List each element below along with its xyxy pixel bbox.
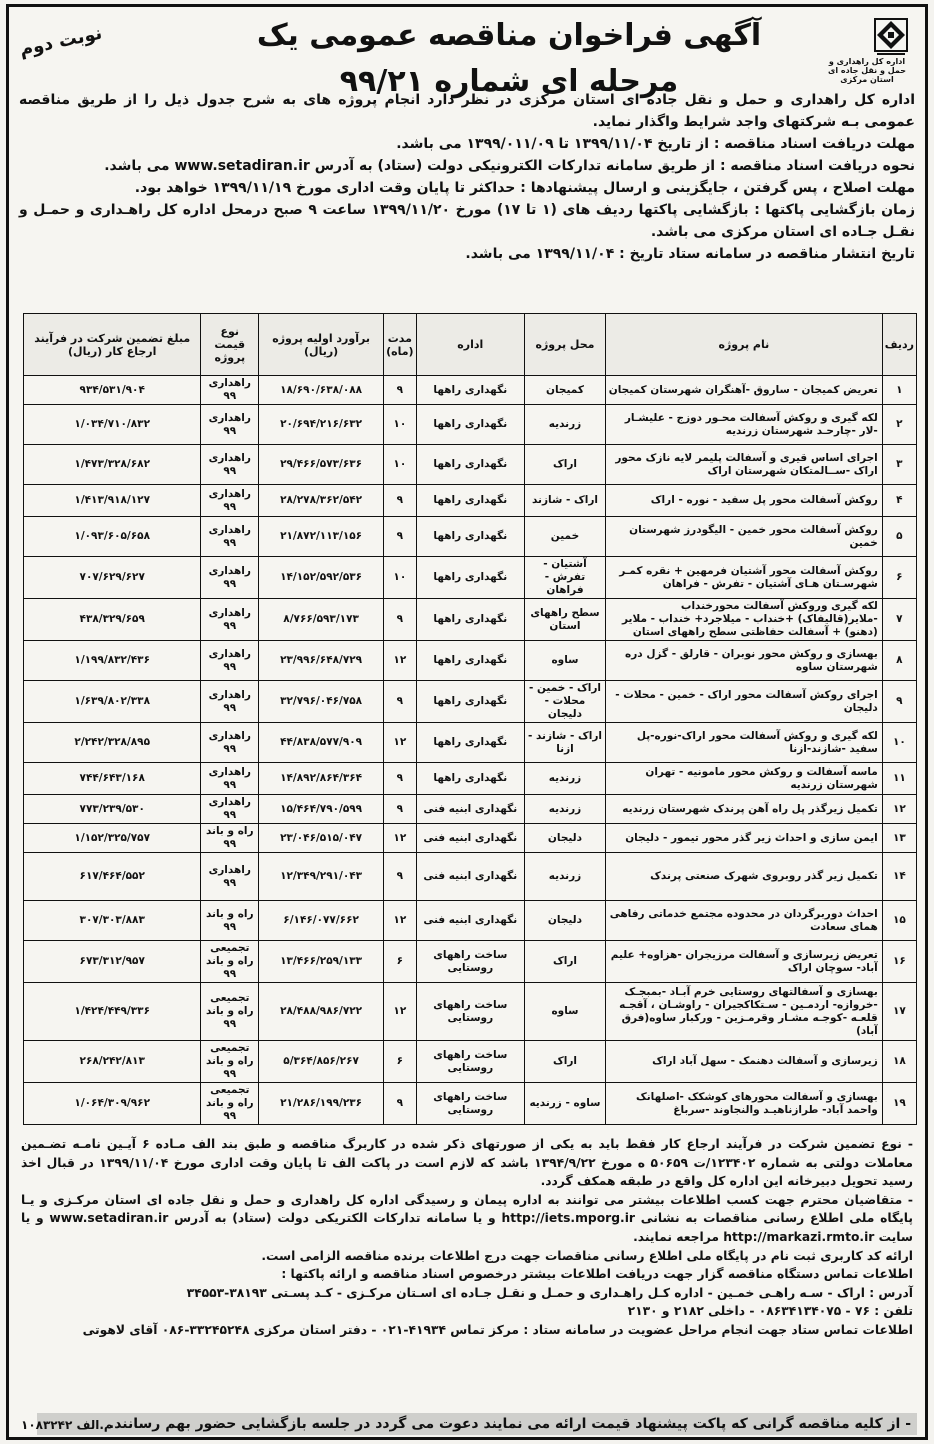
price-type-cell: راهداری ۹۹	[201, 641, 259, 681]
table-row	[24, 599, 917, 641]
table-row	[24, 763, 917, 795]
office-cell: نگهداری راهها	[416, 517, 524, 557]
project-name-cell: اجرای روکش آسفالت محور اراک - خمین - محلات - دلیجان	[605, 681, 882, 723]
estimate-cell: ۴۴/۸۳۸/۵۷۷/۹۰۹	[259, 723, 384, 763]
table-row	[24, 723, 917, 763]
estimate-cell: ۱۵/۴۶۴/۷۹۰/۵۹۹	[259, 795, 384, 824]
intro-paragraph: مهلت اصلاح ، پس گرفتن ، جایگزینی و ارسال پیشنهادها : حداکثر تا پایان وقت اداری مورخ ۱۳۹۹/۱۱/۱۹ خواهد بود.	[134, 180, 915, 196]
row-number-cell: ۱۷	[882, 983, 916, 1041]
estimate-cell: ۲۰/۶۹۴/۲۱۶/۶۳۲	[259, 405, 384, 445]
duration-cell: ۹	[384, 485, 417, 517]
estimate-cell: ۶/۱۴۶/۰۷۷/۶۶۲	[259, 901, 384, 941]
office-cell: ساخت راههای روستایی	[416, 1041, 524, 1083]
header-office: اداره	[416, 314, 524, 376]
project-name-cell: لکه گیری وروکش آسفالت محورخنداب -ملایر(قالیفاک) +خنداب - میلاجرد+ خنداب - ملایر (دهنو) + آسفالت حفاظتی سطح راههای استان	[605, 599, 882, 641]
location-cell: اراک	[525, 445, 606, 485]
guarantee-cell: ۳۰۷/۳۰۳/۸۸۳	[24, 901, 201, 941]
guarantee-cell: ۲۶۸/۲۴۲/۸۱۳	[24, 1041, 201, 1083]
header-estimate: برآورد اولیه پروژه (ریال)	[259, 314, 384, 376]
duration-cell: ۶	[384, 1041, 417, 1083]
header-price-type: نوع قیمت پروژه	[201, 314, 259, 376]
project-name-cell: روکش آسفالت محور پل سفید - نوره - اراک	[605, 485, 882, 517]
guarantee-cell: ۱/۰۶۴/۳۰۹/۹۶۲	[24, 1083, 201, 1125]
price-type-cell: تجمیعی راه و باند ۹۹	[201, 941, 259, 983]
duration-cell: ۹	[384, 376, 417, 405]
row-number-cell: ۱۸	[882, 1041, 916, 1083]
row-number-cell: ۱۴	[882, 853, 916, 901]
guarantee-cell: ۱/۰۹۳/۶۰۵/۶۵۸	[24, 517, 201, 557]
project-name-cell: تکمیل زیرگذر پل راه آهن پرندک شهرستان زرندیه	[605, 795, 882, 824]
row-number-cell: ۷	[882, 599, 916, 641]
table-header-row	[24, 314, 917, 376]
guarantee-cell: ۴۳۸/۳۲۹/۶۵۹	[24, 599, 201, 641]
duration-cell: ۹	[384, 681, 417, 723]
table-row	[24, 795, 917, 824]
location-cell: زرندیه	[525, 853, 606, 901]
guarantee-cell: ۷۴۴/۶۴۳/۱۶۸	[24, 763, 201, 795]
estimate-cell: ۱۳/۴۶۶/۲۵۹/۱۳۳	[259, 941, 384, 983]
estimate-cell: ۵/۳۶۴/۸۵۶/۲۶۷	[259, 1041, 384, 1083]
duration-cell: ۶	[384, 941, 417, 983]
office-cell: نگهداری راهها	[416, 557, 524, 599]
projects-table	[23, 313, 917, 1125]
price-type-cell: راهداری ۹۹	[201, 517, 259, 557]
duration-cell: ۹	[384, 599, 417, 641]
header-location: محل پروژه	[525, 314, 606, 376]
guarantee-cell: ۹۳۴/۵۳۱/۹۰۴	[24, 376, 201, 405]
estimate-cell: ۲۹/۴۶۶/۵۷۳/۶۳۶	[259, 445, 384, 485]
guarantee-cell: ۱/۴۱۳/۹۱۸/۱۲۷	[24, 485, 201, 517]
invitation-banner: - از کلیه مناقصه گرانی که پاکت پیشنهاد قیمت ارائه می نمایند دعوت می گردد در جلسه بازگشایی حضور بهم رسانند.	[37, 1413, 917, 1435]
duration-cell: ۱۲	[384, 723, 417, 763]
location-cell: اراک - شازند	[525, 485, 606, 517]
price-type-cell: راهداری ۹۹	[201, 723, 259, 763]
price-type-cell: راه و باند ۹۹	[201, 901, 259, 941]
row-number-cell: ۴	[882, 485, 916, 517]
office-cell: ساخت راههای روستایی	[416, 1083, 524, 1125]
project-name-cell: لکه گیری و روکش آسفالت محـور دوزج - علیشـار -لار -چارحـد شهرستان زرندیه	[605, 405, 882, 445]
duration-cell: ۹	[384, 1083, 417, 1125]
note-paragraph: تلفن : ۷۶ - ۰۸۶۳۴۱۳۴۰۷۵ - داخلی ۲۱۸۲ و ۲۱۳۰	[627, 1304, 913, 1319]
office-cell: نگهداری راهها	[416, 681, 524, 723]
estimate-cell: ۱۲/۳۴۹/۲۹۱/۰۴۳	[259, 853, 384, 901]
estimate-cell: ۸/۷۶۶/۵۹۳/۱۷۳	[259, 599, 384, 641]
office-cell: نگهداری راهها	[416, 376, 524, 405]
duration-cell: ۱۲	[384, 641, 417, 681]
estimate-cell: ۲۱/۸۷۲/۱۱۳/۱۵۶	[259, 517, 384, 557]
office-cell: نگهداری راهها	[416, 763, 524, 795]
table-row	[24, 517, 917, 557]
note-paragraph: اطلاعات تماس ستاد جهت انجام مراحل عضویت در سامانه ستاد : مرکز تماس ۴۱۹۳۴-۰۲۱ - دفتر استان مرکزی ۳۳۲۴۵۲۴۸-۰۸۶ آقای لاهوتی	[82, 1322, 913, 1337]
price-type-cell: راهداری ۹۹	[201, 376, 259, 405]
office-cell: نگهداری راهها	[416, 405, 524, 445]
table-row	[24, 1041, 917, 1083]
table-row	[24, 557, 917, 599]
estimate-cell: ۱۴/۱۵۲/۵۹۲/۵۳۶	[259, 557, 384, 599]
note-paragraph: آدرس : اراک - سـه راهـی خمـین - اداره کـل راهـداری و حمـل و نقـل جـاده ای اسـتان مرکـزی - کـد پسـتی ۳۸۱۹۳-۳۴۵۵۳	[186, 1285, 913, 1300]
tender-notice-page	[6, 4, 928, 1440]
table-row	[24, 681, 917, 723]
row-number-cell: ۱	[882, 376, 916, 405]
price-type-cell: راهداری ۹۹	[201, 795, 259, 824]
estimate-cell: ۲۸/۲۷۸/۳۶۲/۵۴۲	[259, 485, 384, 517]
price-type-cell: راهداری ۹۹	[201, 405, 259, 445]
table-row	[24, 445, 917, 485]
table-row	[24, 853, 917, 901]
duration-cell: ۹	[384, 517, 417, 557]
table-row	[24, 405, 917, 445]
project-name-cell: روکش آسفالت محور خمین - الیگودرز شهرستان خمین	[605, 517, 882, 557]
project-name-cell: بهسازی و آسفالت محورهای کوشکک -اصلهانک واحمد آباد- طرازناهیـد والنجاوند -سرباغ	[605, 1083, 882, 1125]
table-row	[24, 941, 917, 983]
location-cell: زرندیه	[525, 405, 606, 445]
location-cell: زرندیه	[525, 763, 606, 795]
location-cell: سطح راههای استان	[525, 599, 606, 641]
note-paragraph: - نوع تضمین شرکت در فرآیند ارجاع کار فقط باید به یکی از صورتهای ذکر شده در کاربرگ مناقصه و طبق بند الف مـاده ۶ آیـین نامـه تضـمین معاملات دولتی به شماره ۱۲۳۴۰۲/ت ۵۰۶۵۹ ه مورخ ۱۳۹۴/۹/۲۲ باشد که لازم است در پاکت الف تا پایان وقت اداری مورخ ۱۳۹۹/۱۱/۰۴ در قبال اخذ رسید تحویل دبیرخانه این اداره کل واقع در طبقه همکف گردد.	[21, 1137, 913, 1189]
office-cell: نگهداری ابنیه فنی	[416, 795, 524, 824]
project-name-cell: روکش آسفالت محور آشتیان فرمهین + نقره کمـر شهرسـتان هـای آشتیان - تفرش - فراهان	[605, 557, 882, 599]
intro-paragraph: نحوه دریافت اسناد مناقصه : از طریق سامانه تدارکات الکترونیکی دولت (ستاد) به آدرس www.setadiran.ir می باشد.	[104, 158, 915, 174]
table-row	[24, 376, 917, 405]
row-number-cell: ۱۰	[882, 723, 916, 763]
estimate-cell: ۳۲/۷۹۶/۰۴۶/۷۵۸	[259, 681, 384, 723]
duration-cell: ۱۰	[384, 445, 417, 485]
row-number-cell: ۵	[882, 517, 916, 557]
guarantee-cell: ۱/۴۲۴/۴۴۹/۳۳۶	[24, 983, 201, 1041]
project-name-cell: اجرای اساس قیری و آسفالت پلیمر لایه نازک محور اراک -ســالمتکان شهرستان اراک	[605, 445, 882, 485]
table-row	[24, 824, 917, 853]
price-type-cell: تجمیعی راه و باند ۹۹	[201, 983, 259, 1041]
location-cell: خمین	[525, 517, 606, 557]
location-cell: ساوه	[525, 641, 606, 681]
office-cell: نگهداری ابنیه فنی	[416, 853, 524, 901]
row-number-cell: ۱۱	[882, 763, 916, 795]
duration-cell: ۹	[384, 763, 417, 795]
location-cell: اراک - شازند - ازنا	[525, 723, 606, 763]
project-name-cell: ماسه آسفالت و روکش محور مامونیه - تهران شهرستان زرندیه	[605, 763, 882, 795]
header-row-number: ردیف	[882, 314, 916, 376]
office-cell: ساخت راههای روستایی	[416, 941, 524, 983]
office-cell: ساخت راههای روستایی	[416, 983, 524, 1041]
office-cell: نگهداری راهها	[416, 445, 524, 485]
price-type-cell: راهداری ۹۹	[201, 763, 259, 795]
intro-paragraph: تاریخ انتشار مناقصه در سامانه ستاد تاریخ : ۱۳۹۹/۱۱/۰۴ می باشد.	[465, 246, 915, 262]
project-name-cell: بهسازی و آسفالتهای روستایی خرم آبـاد -بمبجـک -خروازه- اردمـین - سـتکاکجیران - راوشـان ، آقجـه قلعـه -کوجـه مشـار وقرمـزین - ورکبار ساوه(فرق آباد)	[605, 983, 882, 1041]
price-type-cell: تجمیعی راه و باند ۹۹	[201, 1041, 259, 1083]
location-cell: اراک - خمین - محلات - دلیجان	[525, 681, 606, 723]
location-cell: کمیجان	[525, 376, 606, 405]
table-row	[24, 901, 917, 941]
price-type-cell: راهداری ۹۹	[201, 557, 259, 599]
office-cell: نگهداری راهها	[416, 641, 524, 681]
price-type-cell: راه و باند ۹۹	[201, 824, 259, 853]
estimate-cell: ۲۸/۴۸۸/۹۸۶/۷۲۲	[259, 983, 384, 1041]
intro-paragraph: اداره کل راهداری و حمل و نقل جاده ای استان مرکزی در نظر دارد انجام پروژه های به شرح جدول ذیل را از طریق مناقصه عمومی بـه شرکتهای واجد شرایط واگذار نماید.	[19, 92, 915, 130]
guarantee-cell: ۷۷۳/۲۳۹/۵۳۰	[24, 795, 201, 824]
project-name-cell: بهسازی و روکش محور نوبران - قارلق - گزل دره شهرستان ساوه	[605, 641, 882, 681]
office-cell: نگهداری راهها	[416, 599, 524, 641]
table-row	[24, 641, 917, 681]
duration-cell: ۱۲	[384, 983, 417, 1041]
price-type-cell: راهداری ۹۹	[201, 485, 259, 517]
project-name-cell: زیرسازی و آسفالت دهنمک - سهل آباد اراک	[605, 1041, 882, 1083]
notice-title: آگهی فراخوان مناقصه عمومی یک مرحله ای شماره ۹۹/۲۱	[256, 18, 762, 99]
estimate-cell: ۲۱/۲۸۶/۱۹۹/۲۳۶	[259, 1083, 384, 1125]
guarantee-cell: ۷۰۷/۶۲۹/۶۲۷	[24, 557, 201, 599]
note-paragraph: ارائه کد کاربری ثبت نام در پایگاه ملی اطلاع رسانی مناقصات جهت درج اطلاعات برنده مناقصه الزامی است.	[261, 1248, 913, 1263]
location-cell: اراک	[525, 1041, 606, 1083]
notice-notes	[21, 1135, 913, 1340]
price-type-cell: راهداری ۹۹	[201, 853, 259, 901]
notice-intro	[19, 89, 915, 265]
location-cell: ساوه	[525, 983, 606, 1041]
rmto-emblem-icon	[873, 17, 909, 57]
guarantee-cell: ۱/۰۳۴/۷۱۰/۸۳۲	[24, 405, 201, 445]
location-cell: ساوه - زرندیه	[525, 1083, 606, 1125]
row-number-cell: ۳	[882, 445, 916, 485]
duration-cell: ۱۰	[384, 405, 417, 445]
office-cell: نگهداری راهها	[416, 723, 524, 763]
office-cell: نگهداری ابنیه فنی	[416, 824, 524, 853]
row-number-cell: ۱۹	[882, 1083, 916, 1125]
publication-round-label: نوبت دوم	[17, 22, 104, 61]
price-type-cell: راهداری ۹۹	[201, 445, 259, 485]
header-project-name: نام پروژه	[605, 314, 882, 376]
project-name-cell: تعریض کمیجان - ساروق -آهنگران شهرستان کمیجان	[605, 376, 882, 405]
table-row	[24, 1083, 917, 1125]
note-paragraph: اطلاعات تماس دستگاه مناقصه گزار جهت دریافت اطلاعات بیشتر درخصوص اسناد مناقصه و ارائه پاکتها :	[281, 1267, 913, 1282]
duration-cell: ۱۲	[384, 901, 417, 941]
row-number-cell: ۸	[882, 641, 916, 681]
note-paragraph: - متقاضیان محترم جهت کسب اطلاعات بیشتر می توانند به اداره پیمان و رسیدگی اداره کل راهداری و حمل و نقل جاده ای استان مرکـزی و یـا پایگاه ملی اطلاع رسانی مناقصات به نشانی http://iets.mporg.ir و یا سامانه تدارکات الکتریکی دولت (ستاد) به آدرس www.setadiran.ir و یا سایت http://markazi.rmto.ir مراجعه نمایند.	[21, 1192, 913, 1244]
estimate-cell: ۱۴/۸۹۲/۸۶۴/۳۶۴	[259, 763, 384, 795]
project-name-cell: احداث دوربرگردان در محدوده مجتمع خدماتی رفاهی همای سعادت	[605, 901, 882, 941]
table-row	[24, 485, 917, 517]
price-type-cell: تجمیعی راه و باند ۹۹	[201, 1083, 259, 1125]
row-number-cell: ۶	[882, 557, 916, 599]
organization-logo	[819, 15, 915, 84]
location-cell: دلیجان	[525, 824, 606, 853]
location-cell: دلیجان	[525, 901, 606, 941]
duration-cell: ۹	[384, 795, 417, 824]
office-cell: نگهداری ابنیه فنی	[416, 901, 524, 941]
row-number-cell: ۱۵	[882, 901, 916, 941]
price-type-cell: راهداری ۹۹	[201, 681, 259, 723]
duration-cell: ۱۲	[384, 824, 417, 853]
guarantee-cell: ۲/۲۴۲/۳۲۸/۸۹۵	[24, 723, 201, 763]
project-name-cell: تکمیل زیر گذر روبروی شهرک صنعتی پرندک	[605, 853, 882, 901]
estimate-cell: ۲۳/۹۹۶/۶۴۸/۷۲۹	[259, 641, 384, 681]
price-type-cell: راهداری ۹۹	[201, 599, 259, 641]
duration-cell: ۱۰	[384, 557, 417, 599]
header-duration: مدت (ماه)	[384, 314, 417, 376]
row-number-cell: ۹	[882, 681, 916, 723]
project-name-cell: لکه گیری و روکش آسفالت محور اراک-نوره-پل سفید -شازند-ازنا	[605, 723, 882, 763]
location-cell: زرندیه	[525, 795, 606, 824]
office-cell: نگهداری راهها	[416, 485, 524, 517]
intro-paragraph: مهلت دریافت اسناد مناقصه : از تاریخ ۱۳۹۹/۱۱/۰۴ تا ۱۳۹۹/۰۱۱/۰۹ می باشد.	[396, 136, 915, 152]
guarantee-cell: ۱/۴۷۳/۳۲۸/۶۸۲	[24, 445, 201, 485]
guarantee-cell: ۶۷۳/۳۱۲/۹۵۷	[24, 941, 201, 983]
guarantee-cell: ۱/۶۳۹/۸۰۲/۳۳۸	[24, 681, 201, 723]
estimate-cell: ۲۳/۰۴۶/۵۱۵/۰۴۷	[259, 824, 384, 853]
project-name-cell: ایمن سازی و احداث زیر گذر محور تیمور - دلیجان	[605, 824, 882, 853]
guarantee-cell: ۱/۱۹۹/۸۳۲/۴۳۶	[24, 641, 201, 681]
header-guarantee: مبلغ تضمین شرکت در فرآیند ارجاع کار (ریال)	[24, 314, 201, 376]
duration-cell: ۹	[384, 853, 417, 901]
notice-header	[15, 11, 919, 99]
location-cell: آشتیان - تفرش - فراهان	[525, 557, 606, 599]
row-number-cell: ۱۳	[882, 824, 916, 853]
project-name-cell: تعریض زیرسازی و آسفالت مرزیجران -هزاوه+ علیم آباد- سوچان اراک	[605, 941, 882, 983]
guarantee-cell: ۱/۱۵۲/۳۲۵/۷۵۷	[24, 824, 201, 853]
table-row	[24, 983, 917, 1041]
row-number-cell: ۲	[882, 405, 916, 445]
row-number-cell: ۱۲	[882, 795, 916, 824]
row-number-cell: ۱۶	[882, 941, 916, 983]
location-cell: اراک	[525, 941, 606, 983]
intro-paragraph: زمان بازگشایی پاکتها : بازگشایی پاکتها ردیف های (۱ تا ۱۷) مورخ ۱۳۹۹/۱۱/۲۰ ساعت ۹ صبح درمحل اداره کل راهـداری و حمـل و نقـل جـاده ای استان مرکزی می باشد.	[19, 202, 916, 240]
estimate-cell: ۱۸/۶۹۰/۶۳۸/۰۸۸	[259, 376, 384, 405]
guarantee-cell: ۶۱۷/۴۶۴/۵۵۲	[24, 853, 201, 901]
logo-caption: اداره کل راهداری و حمل و نقل جاده ای استان مرکزی	[828, 57, 906, 84]
publication-code: م.الف ۱۰۸۳۲۴۲	[21, 1418, 113, 1432]
